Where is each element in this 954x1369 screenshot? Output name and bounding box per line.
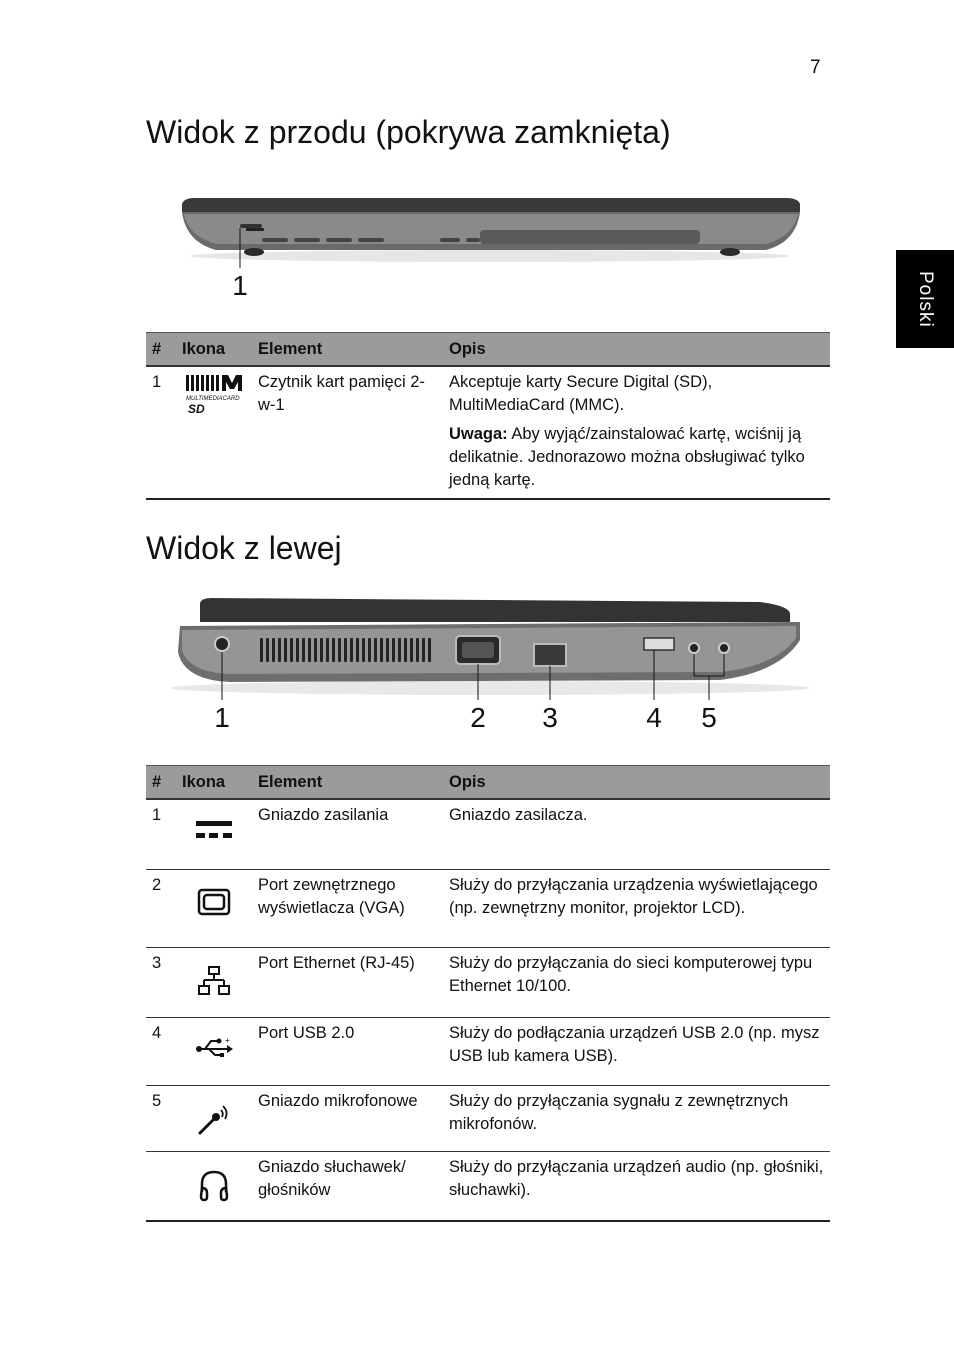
- callout-4: 4: [646, 702, 662, 733]
- col-header-num: #: [146, 766, 176, 800]
- laptop-left-drawing: [160, 592, 830, 702]
- table-row: [146, 366, 830, 499]
- table-row: [146, 1085, 830, 1151]
- row-element: Gniazdo mikrofonowe: [252, 1085, 443, 1151]
- row-description: Służy do przyłączania do sieci komputerowej typu Ethernet 10/100.: [443, 947, 830, 1017]
- headphones-icon: [182, 1156, 246, 1202]
- row-element: Gniazdo zasilania: [252, 799, 443, 869]
- row-element: Port USB 2.0: [252, 1017, 443, 1085]
- row-num: 1: [146, 799, 176, 869]
- page-number: 7: [810, 57, 821, 78]
- row-note: [449, 423, 824, 492]
- callout-1: 1: [232, 270, 248, 301]
- laptop-front-drawing: [170, 190, 810, 270]
- row-element: Gniazdo słuchawek/ głośników: [252, 1151, 443, 1221]
- microphone-icon: [182, 1090, 246, 1136]
- language-tab: [896, 250, 954, 348]
- row-description: Służy do podłączania urządzeń USB 2.0 (np. mysz USB lub kamera USB).: [443, 1017, 830, 1085]
- row-description: Gniazdo zasilacza.: [443, 799, 830, 869]
- callout-1: 1: [214, 702, 230, 733]
- svg-text:SD: SD: [188, 402, 205, 415]
- dc-power-icon: [182, 804, 246, 840]
- row-description: Służy do przyłączania urządzeń audio (np. głośniki, słuchawki).: [443, 1151, 830, 1221]
- table-row: [146, 799, 830, 869]
- multimediacard-sd-icon: [182, 371, 246, 415]
- language-tab-label: Polski: [915, 270, 936, 328]
- laptop-front-view-illustration: [170, 190, 810, 310]
- table-row: [146, 947, 830, 1017]
- col-header-element: Element: [252, 766, 443, 800]
- row-element: Czytnik kart pamięci 2-w-1: [252, 366, 443, 499]
- left-view-table: [146, 765, 830, 1222]
- callout-2: 2: [470, 702, 486, 733]
- table-row: [146, 1151, 830, 1221]
- svg-text:+: +: [225, 1035, 230, 1045]
- row-num: 4: [146, 1017, 176, 1085]
- col-header-description: Opis: [443, 333, 830, 367]
- table-header-row: [146, 333, 830, 367]
- row-description: Akceptuje karty Secure Digital (SD), MultiMediaCard (MMC).: [449, 373, 713, 414]
- col-header-description: Opis: [443, 766, 830, 800]
- col-header-icon: Ikona: [176, 333, 252, 367]
- table-row: [146, 869, 830, 947]
- row-element: Port Ethernet (RJ-45): [252, 947, 443, 1017]
- table-header-row: [146, 766, 830, 800]
- row-description-cell: [443, 366, 830, 499]
- row-element: Port zewnętrznego wyświetlacza (VGA): [252, 869, 443, 947]
- note-label: Uwaga:: [449, 425, 508, 443]
- callout-3: 3: [542, 702, 558, 733]
- col-header-element: Element: [252, 333, 443, 367]
- row-num: 5: [146, 1085, 176, 1151]
- front-view-table: [146, 332, 830, 500]
- row-num: 2: [146, 869, 176, 947]
- callout-5: 5: [701, 702, 717, 733]
- row-num: [146, 1151, 176, 1221]
- note-text: Aby wyjąć/zainstalować kartę, wciśnij ją delikatnie. Jednorazowo można obsługiwać tylko jedną kartę.: [449, 425, 805, 489]
- col-header-num: #: [146, 333, 176, 367]
- vga-port-icon: [182, 874, 246, 916]
- row-description: Służy do przyłączania urządzenia wyświetlającego (np. zewnętrzny monitor, projektor LCD).: [443, 869, 830, 947]
- laptop-left-view-illustration: [160, 592, 830, 742]
- section-title-front-view: Widok z przodu (pokrywa zamknięta): [146, 114, 671, 150]
- section-title-left-view: Widok z lewej: [146, 530, 342, 566]
- usb-icon: [182, 1022, 246, 1058]
- ethernet-network-icon: [182, 952, 246, 996]
- row-description: Służy do przyłączania sygnału z zewnętrznych mikrofonów.: [443, 1085, 830, 1151]
- table-row: [146, 1017, 830, 1085]
- row-num: 3: [146, 947, 176, 1017]
- col-header-icon: Ikona: [176, 766, 252, 800]
- row-num: 1: [146, 366, 176, 499]
- svg-text:MULTIMEDIACARD: MULTIMEDIACARD: [186, 396, 240, 402]
